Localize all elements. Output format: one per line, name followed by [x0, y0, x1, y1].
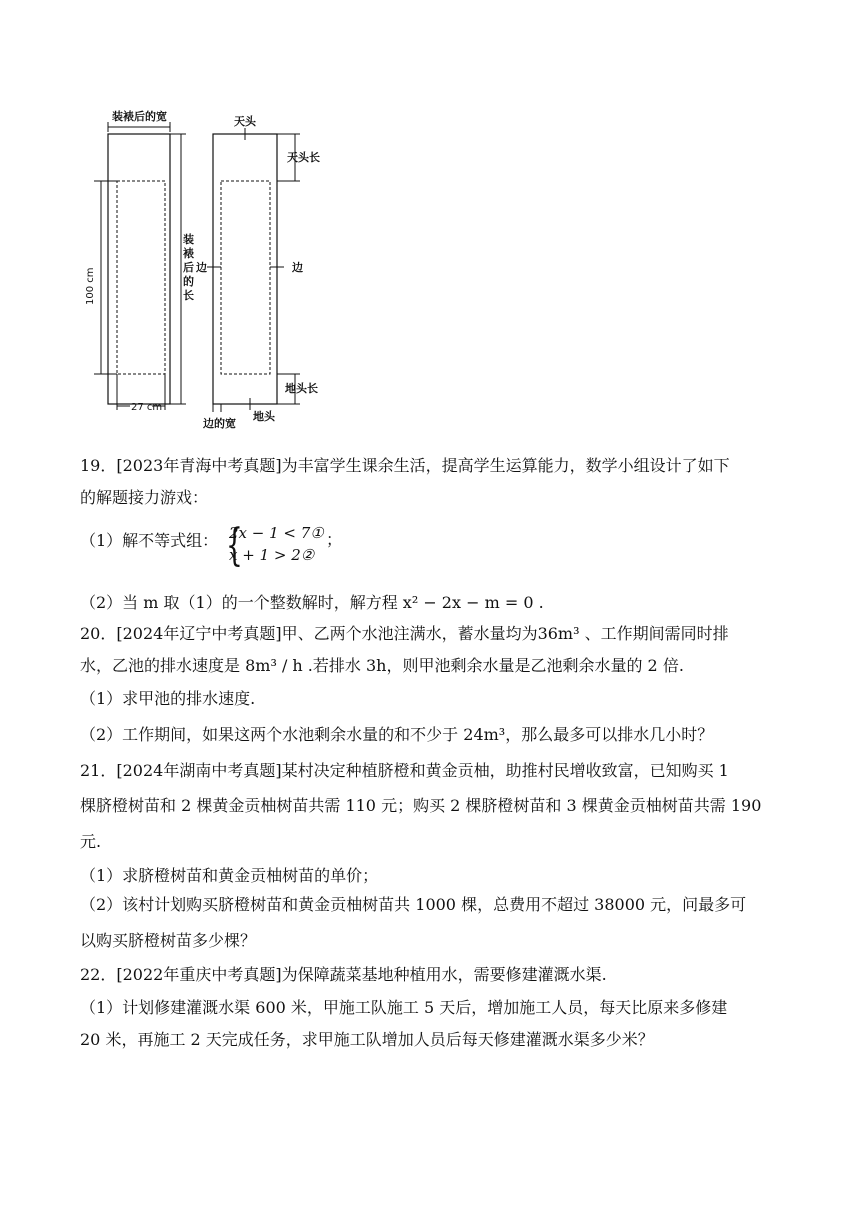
q20-line2: 水，乙池的排水速度是 8m³ / h .若排水 3h，则甲池剩余水量是乙池剩余水量的 2 倍.: [80, 656, 684, 675]
brace-symbol: {: [226, 520, 243, 571]
label-bian-width: 边的宽: [203, 417, 236, 430]
scroll-diagram: [0, 0, 860, 440]
label-bian-left: 边: [196, 261, 207, 274]
inequality-system: [229, 522, 324, 566]
label-bian-right: 边: [292, 261, 303, 274]
q22-line1: 22．[2022年重庆中考真题]为保障蔬菜基地种植用水，需要修建灌溉水渠.: [80, 965, 607, 984]
q19-part1-tail: ；: [326, 530, 343, 549]
label-ditou-len: 地头长: [285, 382, 318, 395]
label-mounted-2: 裱: [183, 247, 194, 260]
label-mounted-1: 装: [183, 233, 194, 246]
label-mounted-4: 的: [183, 275, 194, 288]
label-tiantou: 天头: [234, 115, 256, 128]
q22-part1: （1）计划修建灌溉水渠 600 米，甲施工队施工 5 天后，增加施工人员，每天比原来多修建: [80, 998, 728, 1017]
inequality-1: 2x − 1 < 7①: [229, 524, 324, 542]
label-tiantou-len: 天头长: [287, 151, 320, 164]
q20-part2: （2）工作期间，如果这两个水池剩余水量的和不少于 24m³，那么最多可以排水几小时？: [80, 725, 714, 744]
q21-line3: 元.: [80, 832, 102, 851]
q19-line1: 19．[2023年青海中考真题]为丰富学生课余生活，提高学生运算能力，数学小组设计了如下: [80, 456, 730, 475]
inequality-2: x + 1 > 2②: [229, 546, 315, 564]
label-width: 装裱后的宽: [112, 110, 167, 123]
label-mounted-3: 后: [183, 261, 194, 274]
q21-line1: 21．[2024年湖南中考真题]某村决定种植脐橙和黄金贡柚，助推村民增收致富，已知购买 1: [80, 761, 729, 780]
label-27cm: 27 cm: [131, 402, 163, 413]
label-mounted-5: 长: [183, 289, 194, 302]
q19-line2: 的解题接力游戏：: [80, 488, 209, 507]
label-100cm: 100 cm: [85, 267, 96, 305]
q19-part1-label: （1）解不等式组：: [80, 531, 219, 550]
label-ditou: 地头: [253, 410, 275, 423]
q21-part1: （1）求脐橙树苗和黄金贡柚树苗的单价；: [80, 866, 379, 885]
q21-line2: 棵脐橙树苗和 2 棵黄金贡柚树苗共需 110 元；购买 2 棵脐橙树苗和 3 棵黄金贡柚树苗共需 190: [80, 796, 762, 815]
q21-part2-cont: 以购买脐橙树苗多少棵？: [80, 931, 257, 950]
q20-line1: 20．[2024年辽宁中考真题]甲、乙两个水池注满水，蓄水量均为36m³ 、工作期间需同时排: [80, 624, 729, 643]
q22-part1-cont: 20 米，再施工 2 天完成任务，求甲施工队增加人员后每天修建灌溉水渠多少米？: [80, 1030, 654, 1049]
q20-part1: （1）求甲池的排水速度.: [80, 689, 256, 708]
q19-part2: （2）当 m 取（1）的一个整数解时，解方程 x² − 2x − m = 0 .: [80, 593, 544, 612]
q21-part2: （2）该村计划购买脐橙树苗和黄金贡柚树苗共 1000 棵，总费用不超过 38000 元，问最多可: [80, 895, 747, 914]
